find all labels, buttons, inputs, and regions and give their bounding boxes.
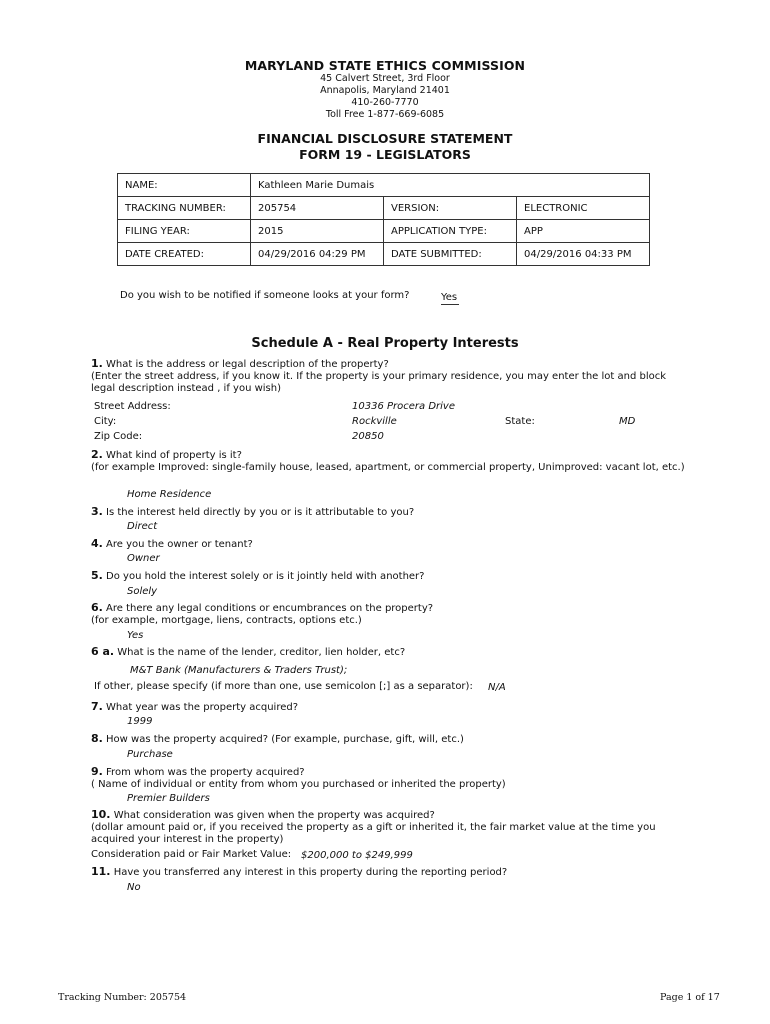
answer-7: 1999 — [127, 716, 153, 727]
address-line-1: 45 Calvert Street, 3rd Floor — [320, 73, 450, 84]
answer-3: Direct — [127, 521, 158, 532]
agency-title: MARYLAND STATE ETHICS COMMISSION — [244, 58, 526, 73]
question-6 — [91, 602, 691, 627]
question-number: 3. — [91, 505, 103, 518]
question-2 — [91, 449, 691, 474]
question-number: 6 a. — [91, 645, 115, 658]
application-type-label: APPLICATION TYPE: — [384, 220, 517, 243]
version-label: VERSION: — [384, 197, 517, 220]
notify-answer: Yes — [441, 292, 458, 303]
question-number: 4. — [91, 537, 103, 550]
question-text: What is the name of the lender, creditor, lien holder, etc? — [117, 647, 406, 658]
table-row — [118, 220, 650, 243]
question-subtext: ( Name of individual or entity from whom you purchased or inherited the property) — [91, 779, 506, 790]
date-created-value: 04/29/2016 04:29 PM — [251, 243, 384, 266]
filer-info-table — [117, 173, 650, 266]
date-submitted-value: 04/29/2016 04:33 PM — [517, 243, 650, 266]
zip-label: Zip Code: — [94, 431, 143, 442]
question-6a — [91, 646, 691, 659]
question-9 — [91, 766, 691, 791]
question-number: 7. — [91, 700, 103, 713]
question-number: 8. — [91, 732, 103, 745]
state-label: State: — [505, 416, 535, 427]
question-3 — [91, 506, 691, 519]
answer-9: Premier Builders — [127, 793, 210, 804]
question-4 — [91, 538, 691, 551]
question-number: 6. — [91, 601, 103, 614]
state-value: MD — [619, 416, 636, 427]
question-text: What kind of property is it? — [106, 450, 242, 461]
table-row — [118, 243, 650, 266]
footer-tracking-number: Tracking Number: 205754 — [58, 992, 187, 1003]
zip-value: 20850 — [352, 431, 384, 442]
tollfree-line: Toll Free 1-877-669-6085 — [325, 109, 445, 120]
question-text: Is the interest held directly by you or is it attributable to you? — [106, 507, 415, 518]
question-text: What is the address or legal description of the property? — [106, 359, 389, 370]
question-10 — [91, 809, 691, 846]
question-text: Are there any legal conditions or encumbrances on the property? — [106, 603, 434, 614]
question-number: 10. — [91, 808, 111, 821]
street-label: Street Address: — [94, 401, 171, 412]
date-submitted-label: DATE SUBMITTED: — [384, 243, 517, 266]
name-label: NAME: — [118, 174, 251, 197]
schedule-title: Schedule A - Real Property Interests — [251, 336, 519, 351]
question-text: What consideration was given when the property was acquired? — [113, 810, 435, 821]
question-text: Are you the owner or tenant? — [106, 539, 253, 550]
question-text: From whom was the property acquired? — [106, 767, 305, 778]
question-number: 1. — [91, 357, 103, 370]
form-title: FINANCIAL DISCLOSURE STATEMENT — [257, 131, 513, 146]
consideration-label: Consideration paid or Fair Market Value: — [91, 849, 292, 860]
tracking-value: 205754 — [251, 197, 384, 220]
city-value: Rockville — [352, 416, 397, 427]
version-value: ELECTRONIC — [517, 197, 650, 220]
question-1 — [91, 358, 691, 395]
question-text: How was the property acquired? (For example, purchase, gift, will, etc.) — [106, 734, 464, 745]
question-5 — [91, 570, 691, 583]
question-subtext: (dollar amount paid or, if you received the property as a gift or inherited it, the fair market value at the time you acquired your interest in the property) — [91, 822, 656, 845]
phone-line: 410-260-7770 — [351, 97, 419, 108]
question-subtext: (Enter the street address, if you know it. If the property is your primary residence, you may enter the lot and block legal description instead , if you wish) — [91, 371, 667, 394]
question-subtext: (for example, mortgage, liens, contracts, options etc.) — [91, 615, 362, 626]
question-7 — [91, 701, 691, 714]
table-row — [118, 197, 650, 220]
city-label: City: — [94, 416, 117, 427]
question-number: 2. — [91, 448, 103, 461]
form-subtitle: FORM 19 - LEGISLATORS — [299, 147, 471, 162]
question-text: Do you hold the interest solely or is it jointly held with another? — [106, 571, 425, 582]
question-number: 9. — [91, 765, 103, 778]
question-8 — [91, 733, 691, 746]
other-lender-label: If other, please specify (if more than one, use semicolon [;] as a separator): — [94, 681, 473, 692]
consideration-value: $200,000 to $249,999 — [301, 850, 413, 861]
question-subtext: (for example Improved: single-family house, leased, apartment, or commercial property, Unimproved: vacant lot, etc.) — [91, 462, 685, 473]
name-value: Kathleen Marie Dumais — [251, 174, 650, 197]
answer-5: Solely — [127, 586, 158, 597]
address-line-2: Annapolis, Maryland 21401 — [320, 85, 450, 96]
notify-question: Do you wish to be notified if someone looks at your form? — [120, 290, 410, 301]
answer-4: Owner — [127, 553, 160, 564]
question-11 — [91, 866, 691, 879]
answer-11: No — [127, 882, 141, 893]
answer-8: Purchase — [127, 749, 173, 760]
street-value: 10336 Procera Drive — [352, 401, 455, 412]
answer-6a: M&T Bank (Manufacturers & Traders Trust); — [130, 665, 348, 676]
other-lender-value: N/A — [488, 682, 506, 693]
answer-6: Yes — [127, 630, 144, 641]
question-number: 5. — [91, 569, 103, 582]
question-text: What year was the property acquired? — [106, 702, 299, 713]
answer-2: Home Residence — [127, 489, 212, 500]
question-number: 11. — [91, 865, 111, 878]
application-type-value: APP — [517, 220, 650, 243]
filing-year-value: 2015 — [251, 220, 384, 243]
filing-year-label: FILING YEAR: — [118, 220, 251, 243]
footer-page-number: Page 1 of 17 — [660, 992, 720, 1003]
tracking-label: TRACKING NUMBER: — [118, 197, 251, 220]
date-created-label: DATE CREATED: — [118, 243, 251, 266]
question-text: Have you transferred any interest in this property during the reporting period? — [113, 867, 508, 878]
table-row — [118, 174, 650, 197]
